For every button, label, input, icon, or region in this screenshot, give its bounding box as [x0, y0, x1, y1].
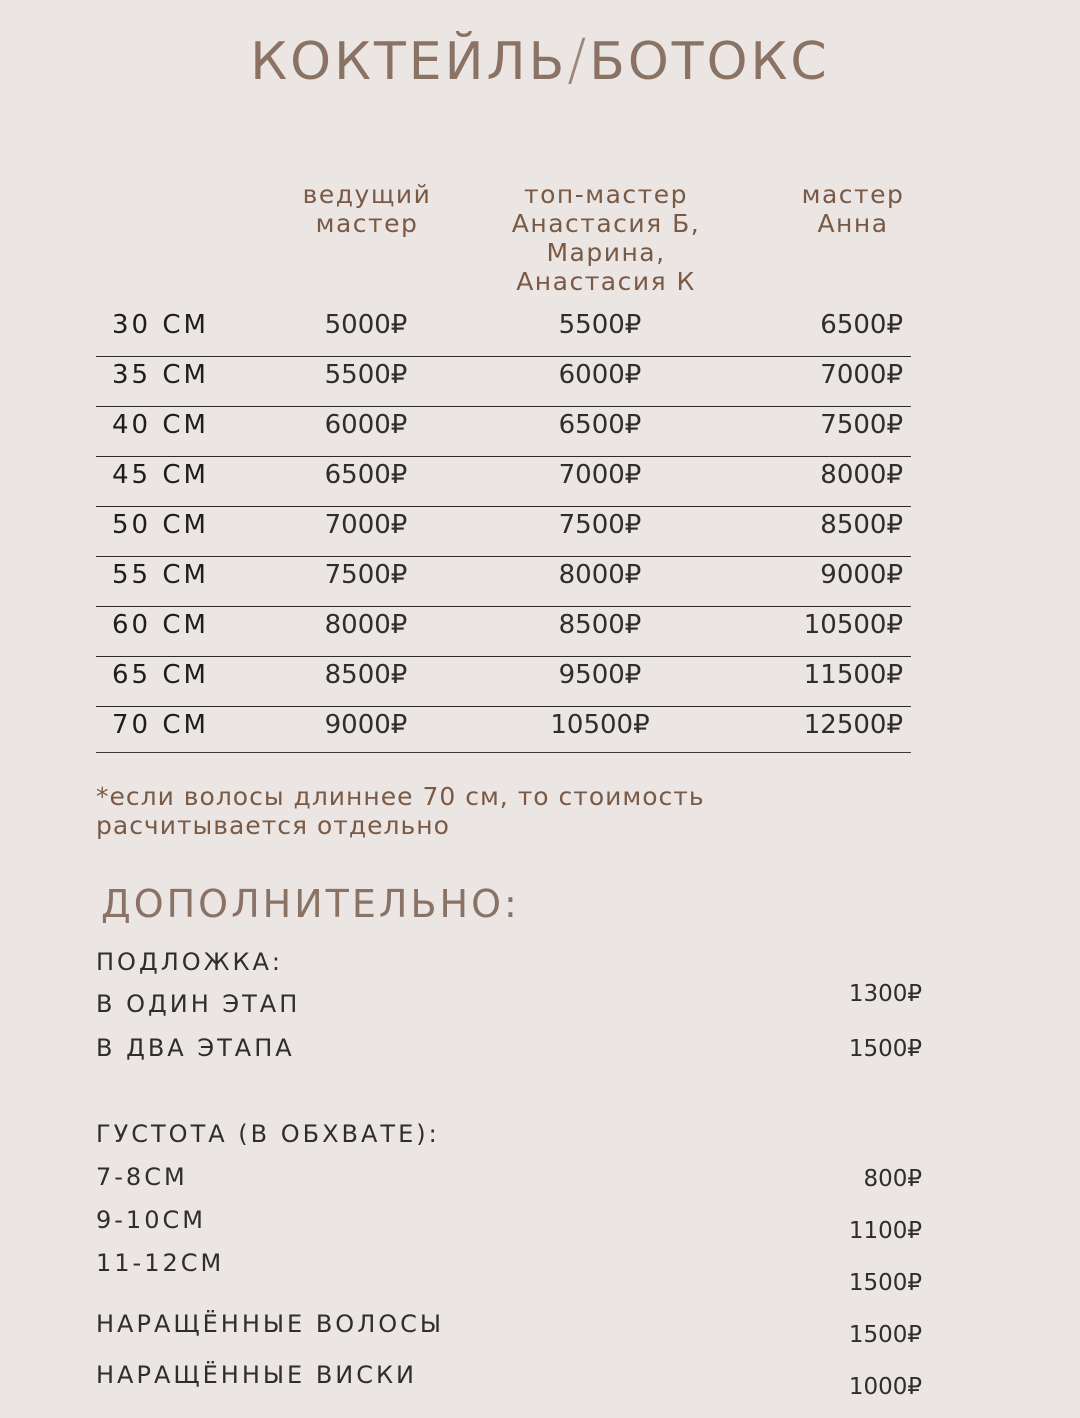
column-header-lead-master: ведущий мастер	[302, 180, 432, 238]
price-lead-master: 5000₽	[324, 310, 408, 340]
table-row	[96, 556, 911, 607]
price-lead-master: 7000₽	[324, 510, 408, 540]
price-master-anna: 10500₽	[803, 610, 903, 640]
price-top-master: 8000₽	[558, 560, 642, 590]
price-top-master: 6000₽	[558, 360, 642, 390]
price-lead-master: 8500₽	[324, 660, 408, 690]
price-top-master: 7500₽	[558, 510, 642, 540]
density-heading: ГУСТОТА (В ОБХВАТЕ):	[96, 1120, 440, 1148]
density-label: 7-8СМ	[96, 1163, 188, 1191]
table-row	[96, 406, 911, 457]
density-price: 1500₽	[848, 1270, 922, 1296]
row-length: 30 СМ	[112, 310, 209, 340]
price-master-anna: 7500₽	[820, 410, 903, 440]
table-row	[96, 656, 911, 707]
extended-hair-price: 1500₽	[848, 1322, 922, 1348]
price-lead-master: 6000₽	[324, 410, 408, 440]
row-length: 70 СМ	[112, 710, 209, 740]
density-label: 11-12СМ	[96, 1249, 225, 1277]
underlay-two-stage-label: В ДВА ЭТАПА	[96, 1034, 295, 1062]
price-top-master: 5500₽	[558, 310, 642, 340]
extended-hair-label: НАРАЩЁННЫЕ ВОЛОСЫ	[96, 1310, 445, 1338]
price-master-anna: 7000₽	[820, 360, 903, 390]
row-length: 65 СМ	[112, 660, 209, 690]
price-top-master: 8500₽	[558, 610, 642, 640]
row-length: 50 СМ	[112, 510, 209, 540]
table-row	[96, 356, 911, 407]
row-length: 45 СМ	[112, 460, 209, 490]
extended-temples-label: НАРАЩЁННЫЕ ВИСКИ	[96, 1361, 417, 1389]
price-lead-master: 8000₽	[324, 610, 408, 640]
density-price: 800₽	[863, 1166, 922, 1192]
underlay-one-stage-label: В ОДИН ЭТАП	[96, 990, 301, 1018]
length-footnote: *если волосы длиннее 70 см, то стоимость расчитывается отдельно	[96, 782, 705, 840]
table-row	[96, 506, 911, 557]
price-master-anna: 9000₽	[820, 560, 903, 590]
price-master-anna: 6500₽	[820, 310, 903, 340]
column-header-master-anna: мастер Анна	[801, 180, 905, 238]
price-lead-master: 9000₽	[324, 710, 408, 740]
table-row	[96, 306, 911, 357]
price-lead-master: 5500₽	[324, 360, 408, 390]
title-part-right: БОТОКС	[589, 32, 830, 92]
title-slash: /	[567, 28, 590, 93]
table-row	[96, 606, 911, 657]
section-title-additional: ДОПОЛНИТЕЛЬНО:	[101, 882, 520, 926]
price-lead-master: 7500₽	[324, 560, 408, 590]
underlay-two-stage-price: 1500₽	[848, 1036, 922, 1062]
table-row	[96, 706, 911, 753]
column-header-top-master: топ-мастер Анастасия Б, Марина, Анастасия К	[511, 180, 701, 296]
price-top-master: 10500₽	[550, 710, 650, 740]
price-top-master: 9500₽	[558, 660, 642, 690]
price-master-anna: 11500₽	[803, 660, 903, 690]
page-title	[0, 28, 1080, 93]
price-top-master: 6500₽	[558, 410, 642, 440]
row-length: 55 СМ	[112, 560, 209, 590]
price-master-anna: 12500₽	[803, 710, 903, 740]
row-length: 35 СМ	[112, 360, 209, 390]
underlay-heading: ПОДЛОЖКА:	[96, 948, 284, 976]
row-length: 60 СМ	[112, 610, 209, 640]
density-label: 9-10СМ	[96, 1206, 206, 1234]
density-price: 1100₽	[848, 1218, 922, 1244]
title-part-left: КОКТЕЙЛЬ	[250, 32, 568, 92]
extended-temples-price: 1000₽	[848, 1374, 922, 1400]
price-top-master: 7000₽	[558, 460, 642, 490]
price-lead-master: 6500₽	[324, 460, 408, 490]
row-length: 40 СМ	[112, 410, 209, 440]
underlay-one-stage-price: 1300₽	[848, 981, 922, 1007]
price-master-anna: 8000₽	[820, 460, 903, 490]
table-row	[96, 456, 911, 507]
price-master-anna: 8500₽	[820, 510, 903, 540]
